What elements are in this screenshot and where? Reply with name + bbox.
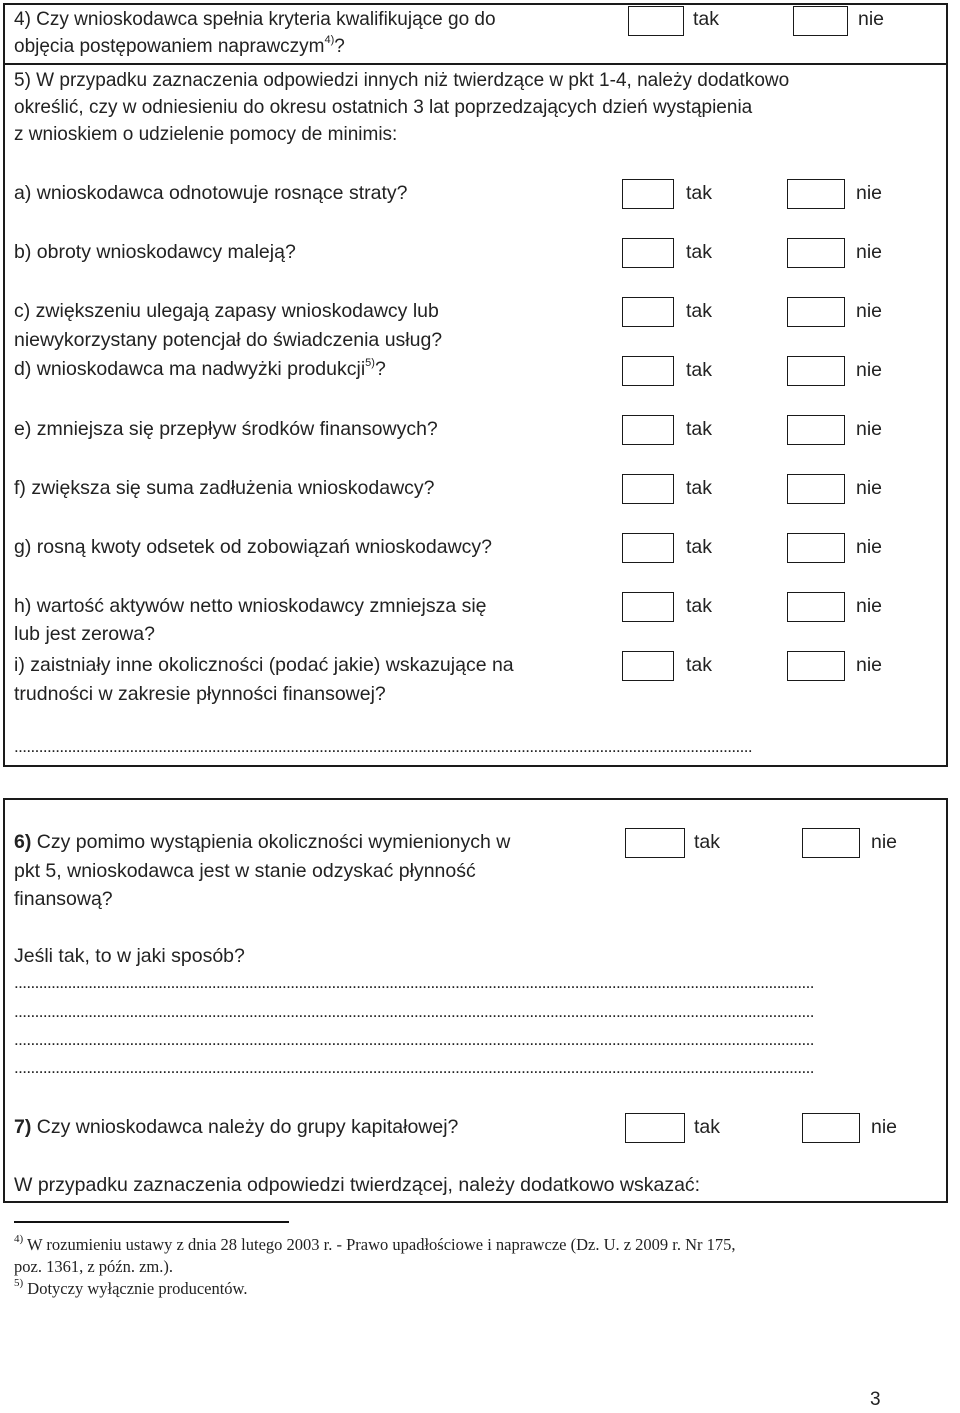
q6-no-label: nie: [871, 831, 898, 853]
q5-item-f: f) zwiększa się suma zadłużenia wnioskodawcy?: [14, 477, 435, 499]
page-number: 3: [870, 1389, 881, 1410]
footnote-4-line2: poz. 1361, z późn. zm.).: [14, 1257, 173, 1276]
q5e-yes-checkbox[interactable]: [622, 415, 674, 445]
q7-yes-checkbox[interactable]: [625, 1113, 685, 1143]
footnote-ref-5: 5): [365, 356, 375, 369]
q4-line1: 4) Czy wnioskodawca spełnia kryteria kwalifikujące go do: [14, 9, 496, 30]
q4-line2: objęcia postępowaniem naprawczym$^{4)}$?: [14, 33, 345, 57]
q5-intro-line3: z wnioskiem o udzielenie pomocy de minimis:: [14, 124, 398, 145]
q5g-yes-label: tak: [686, 536, 713, 558]
footnote-separator: [14, 1221, 289, 1223]
q5c-no-checkbox[interactable]: [787, 297, 845, 327]
q5c-yes-checkbox[interactable]: [622, 297, 674, 327]
q6-line3: finansową?: [14, 888, 113, 910]
q5e-yes-label: tak: [686, 418, 713, 440]
footnote-5-mark: 5): [14, 1276, 24, 1289]
q5e-no-checkbox[interactable]: [787, 415, 845, 445]
q6-line2: pkt 5, wnioskodawca jest w stanie odzyskać płynność: [14, 860, 476, 882]
q6-no-checkbox[interactable]: [802, 828, 860, 858]
q4-no-checkbox[interactable]: [793, 6, 848, 36]
q5d-yes-label: tak: [686, 359, 713, 381]
q7-line1: 7) Czy wnioskodawca należy do grupy kapitałowej?: [14, 1116, 459, 1138]
q6-answer-line-3[interactable]: ..................................................................................................................................................................................................: [14, 1030, 814, 1049]
q5f-yes-checkbox[interactable]: [622, 474, 674, 504]
q5a-yes-label: tak: [686, 182, 713, 204]
footnote-5-line1: $^{5)}$ Dotyczy wyłącznie producentów.: [14, 1276, 248, 1298]
q5i-yes-label: tak: [686, 654, 713, 676]
q7-followup: W przypadku zaznaczenia odpowiedzi twierdzącej, należy dodatkowo wskazać:: [14, 1174, 701, 1196]
q5-intro-line1: 5) W przypadku zaznaczenia odpowiedzi innych niż twierdzące w pkt 1-4, należy dodatkowo: [14, 70, 790, 91]
q5f-yes-label: tak: [686, 477, 713, 499]
q5h-yes-checkbox[interactable]: [622, 592, 674, 622]
q5d-no-label: nie: [856, 359, 883, 381]
q5g-yes-checkbox[interactable]: [622, 533, 674, 563]
q6-answer-line-4[interactable]: ..................................................................................................................................................................................................: [14, 1058, 814, 1077]
footnote-4-mark: 4): [14, 1232, 24, 1245]
footnote-4-line1: $^{4)}$ W rozumieniu ustawy z dnia 28 lutego 2003 r. - Prawo upadłościowe i naprawcze (Dz. U. z 2009 r. Nr 175,: [14, 1232, 736, 1254]
q5d-yes-checkbox[interactable]: [622, 356, 674, 386]
q5b-yes-checkbox[interactable]: [622, 238, 674, 268]
q5-item-c-line2: niewykorzystany potencjał do świadczenia usług?: [14, 329, 443, 351]
q5b-no-label: nie: [856, 241, 883, 263]
footnote-ref-4: 4): [324, 33, 335, 46]
q5-item-a: a) wnioskodawca odnotowuje rosnące straty?: [14, 182, 408, 204]
q6-yes-checkbox[interactable]: [625, 828, 685, 858]
q6-line1: 6) Czy pomimo wystąpienia okoliczności wymienionych w: [14, 831, 511, 853]
q4-yes-checkbox[interactable]: [628, 6, 684, 36]
q5i-no-label: nie: [856, 654, 883, 676]
q5g-no-checkbox[interactable]: [787, 533, 845, 563]
q5c-yes-label: tak: [686, 300, 713, 322]
q5g-no-label: nie: [856, 536, 883, 558]
q5-item-b: b) obroty wnioskodawcy maleją?: [14, 241, 296, 263]
q5e-no-label: nie: [856, 418, 883, 440]
q5f-no-label: nie: [856, 477, 883, 499]
q5a-no-label: nie: [856, 182, 883, 204]
q6-yes-label: tak: [694, 831, 721, 853]
q5h-no-label: nie: [856, 595, 883, 617]
q5b-yes-label: tak: [686, 241, 713, 263]
q7-no-checkbox[interactable]: [802, 1113, 860, 1143]
q5i-yes-checkbox[interactable]: [622, 651, 674, 681]
q5-item-i-line2: trudności w zakresie płynności finansowej?: [14, 683, 386, 705]
q5a-no-checkbox[interactable]: [787, 179, 845, 209]
q5-item-i-line1: i) zaistniały inne okoliczności (podać jakie) wskazujące na: [14, 654, 514, 676]
q5h-yes-label: tak: [686, 595, 713, 617]
q4-yes-label: tak: [693, 8, 720, 30]
q5a-yes-checkbox[interactable]: [622, 179, 674, 209]
q4-no-label: nie: [858, 8, 885, 30]
q7-no-label: nie: [871, 1116, 898, 1138]
q5-intro-line2: określić, czy w odniesieniu do okresu ostatnich 3 lat poprzedzających dzień wystąpienia: [14, 97, 753, 118]
q5f-no-checkbox[interactable]: [787, 474, 845, 504]
q7-yes-label: tak: [694, 1116, 721, 1138]
q5h-no-checkbox[interactable]: [787, 592, 845, 622]
q5b-no-checkbox[interactable]: [787, 238, 845, 268]
q5-item-d: d) wnioskodawca ma nadwyżki produkcji$^{5)}$?: [14, 356, 386, 380]
q6-answer-line-2[interactable]: ..................................................................................................................................................................................................: [14, 1002, 814, 1021]
q6-answer-line-1[interactable]: ..................................................................................................................................................................................................: [14, 973, 814, 992]
q5i-no-checkbox[interactable]: [787, 651, 845, 681]
q5-item-h-line1: h) wartość aktywów netto wnioskodawcy zmniejsza się: [14, 595, 487, 617]
q5-item-g: g) rosną kwoty odsetek od zobowiązań wnioskodawcy?: [14, 536, 493, 558]
q5-item-h-line2: lub jest zerowa?: [14, 623, 155, 645]
q5-item-c-line1: c) zwiększeniu ulegają zapasy wnioskodawcy lub: [14, 300, 439, 322]
q5d-no-checkbox[interactable]: [787, 356, 845, 386]
q5-item-e: e) zmniejsza się przepływ środków finansowych?: [14, 418, 438, 440]
q5-answer-dotted-line[interactable]: ...................................................................................................................................................................................: [14, 737, 753, 756]
q6-followup: Jeśli tak, to w jaki sposób?: [14, 945, 245, 967]
q5c-no-label: nie: [856, 300, 883, 322]
